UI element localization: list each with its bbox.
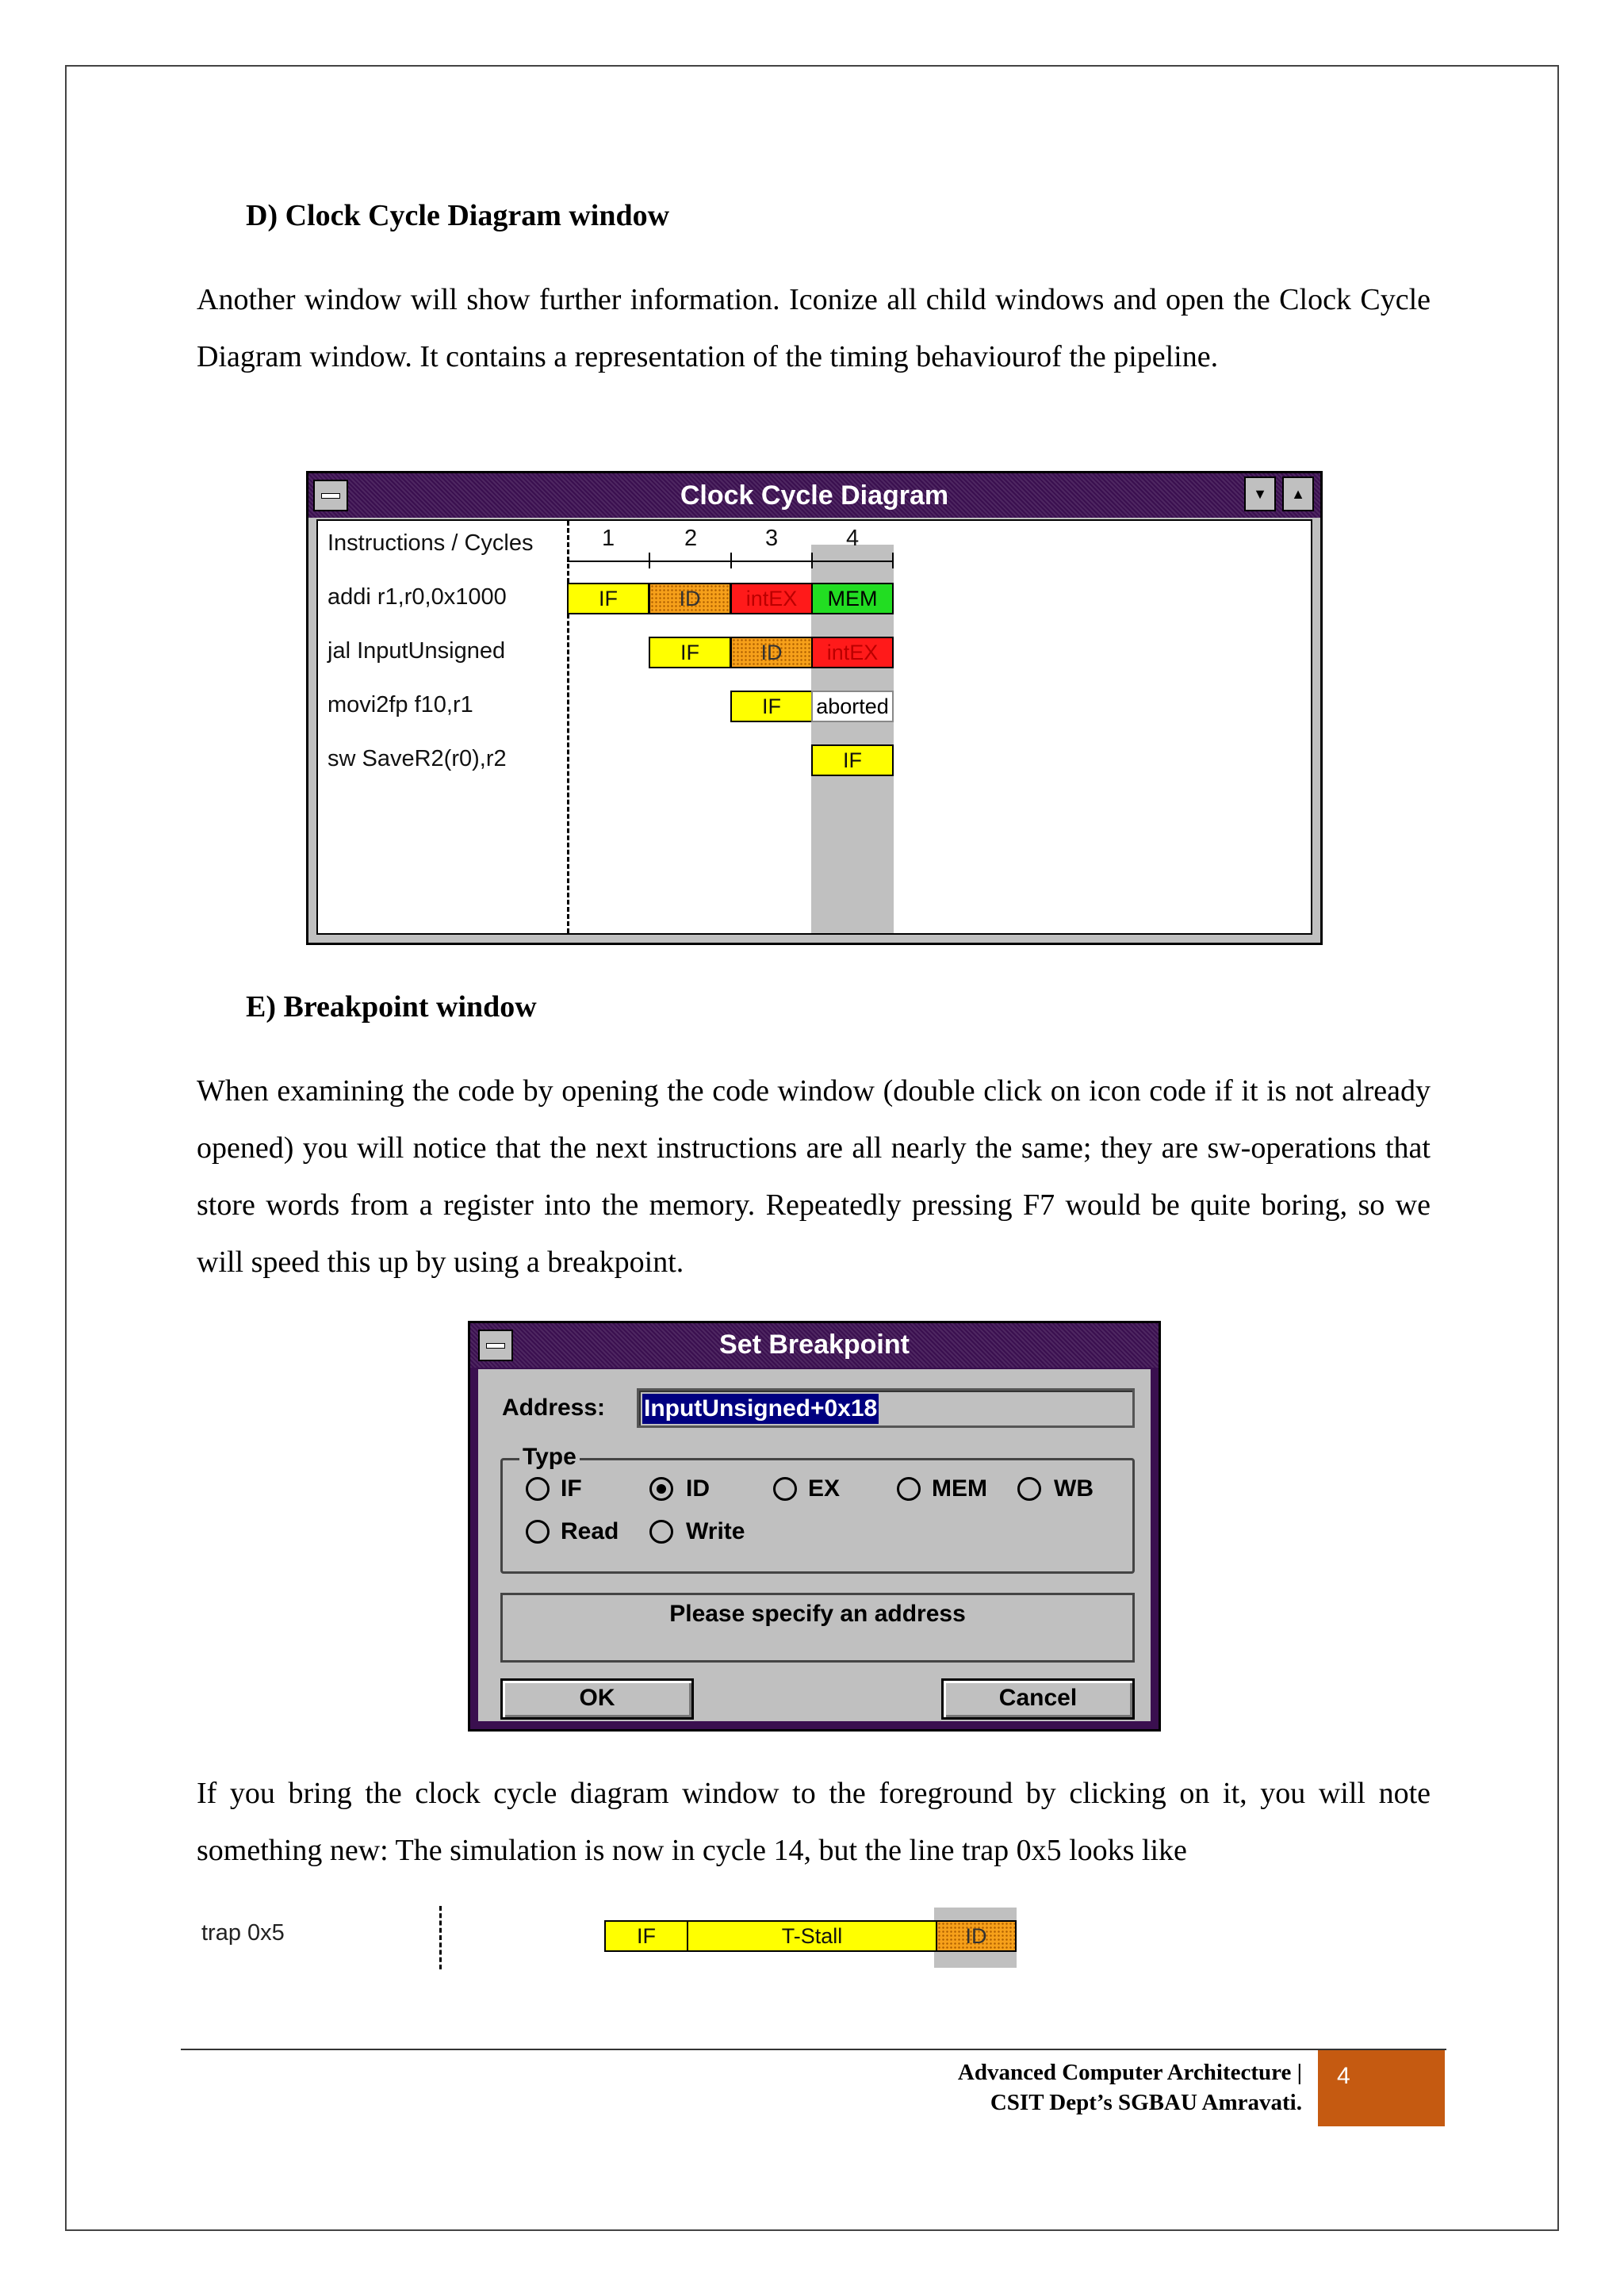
stage-cell: MEM [811,583,894,614]
cycle-label: 1 [602,526,615,551]
section-e-heading: E) Breakpoint window [246,990,537,1024]
footer-line-1: Advanced Computer Architecture | [957,2060,1302,2085]
radio-ex[interactable] [773,1477,797,1501]
clock-cycle-title: Clock Cycle Diagram [680,480,949,511]
section-e-paragraph: When examining the code by opening the code window (double click on icon code if it is not already opened) you will notice that the next instructions are all nearly the same; they are sw-operations that store words from a register into the memory. Repeatedly pressing F7 would be quite boring, so we will speed this up by using a breakpoint. [197,1074,1431,1279]
instruction-label[interactable]: movi2fp f10,r1 [327,692,473,718]
stage-cell: aborted [811,691,894,722]
radio-if-label[interactable]: IF [561,1475,582,1502]
stage-cell: IF [649,637,731,668]
system-menu-icon[interactable] [478,1330,513,1361]
trap-divider [439,1906,442,1969]
ok-button[interactable]: OK [500,1678,694,1720]
radio-id[interactable] [649,1477,673,1501]
address-input[interactable] [637,1388,1135,1428]
cycle-label: 2 [684,526,698,551]
trap-stage-stall: T-Stall [687,1920,937,1952]
stage-cell: IF [567,583,649,614]
closing-paragraph: If you bring the clock cycle diagram window to the foreground by clicking on it, you will note something new: The simulation is now in cycle 14, but the line trap 0x5 looks like [197,1777,1431,1867]
cancel-button[interactable]: Cancel [941,1678,1135,1720]
trap-stage-id: ID [936,1920,1017,1952]
cycle-label: 3 [765,526,779,551]
section-d-heading: D) Clock Cycle Diagram window [246,199,670,232]
status-message: Please specify an address [669,1601,966,1627]
address-label: Address: [502,1395,606,1421]
trap-stage-if: IF [604,1920,688,1952]
breakpoint-body [478,1369,1151,1721]
clock-cycle-titlebar[interactable] [308,473,1320,518]
footer-line-2: CSIT Dept’s SGBAU Amravati. [990,2090,1302,2115]
type-label: Type [519,1444,580,1471]
radio-wb-label[interactable]: WB [1054,1475,1094,1502]
address-value: InputUnsigned+0x18 [642,1394,879,1424]
radio-mem[interactable] [897,1477,921,1501]
clock-cycle-window[interactable] [306,471,1323,945]
trap-strip [197,1903,1069,1982]
radio-read-label[interactable]: Read [561,1518,619,1544]
stage-cell: IF [811,744,894,776]
header-label: Instructions / Cycles [327,530,534,556]
cycle-label: 4 [846,526,860,551]
stage-cell: intEX [730,583,813,614]
radio-if[interactable] [526,1477,550,1501]
clock-cycle-content [316,519,1312,935]
radio-mem-label[interactable]: MEM [932,1475,987,1502]
section-d-paragraph: Another window will show further information. Iconize all child windows and open the Clock Cycle Diagram window. It contains a representation of the timing behaviourof the pipeline. [197,283,1431,373]
breakpoint-titlebar[interactable] [470,1323,1159,1368]
radio-id-label[interactable]: ID [686,1475,710,1502]
footer-rule [181,2049,1446,2050]
system-menu-icon[interactable] [313,480,348,511]
breakpoint-title: Set Breakpoint [719,1330,910,1360]
radio-write-label[interactable]: Write [686,1518,745,1544]
instruction-label[interactable]: addi r1,r0,0x1000 [327,584,507,610]
minimize-icon[interactable]: ▼ [1244,476,1276,511]
radio-wb[interactable] [1017,1477,1041,1501]
radio-ex-label[interactable]: EX [808,1475,841,1502]
radio-write[interactable] [649,1520,673,1544]
page-number: 4 [1318,2050,1445,2126]
instruction-label[interactable]: sw SaveR2(r0),r2 [327,746,507,771]
instruction-label[interactable]: jal InputUnsigned [327,638,506,664]
set-breakpoint-dialog[interactable] [468,1321,1161,1732]
radio-read[interactable] [526,1520,550,1544]
stage-cell: IF [730,691,813,722]
trap-instruction-label: trap 0x5 [201,1920,285,1946]
stage-cell: intEX [811,637,894,668]
stage-cell: ID [649,583,731,614]
maximize-icon[interactable]: ▲ [1282,476,1314,511]
stage-cell: ID [730,637,813,668]
